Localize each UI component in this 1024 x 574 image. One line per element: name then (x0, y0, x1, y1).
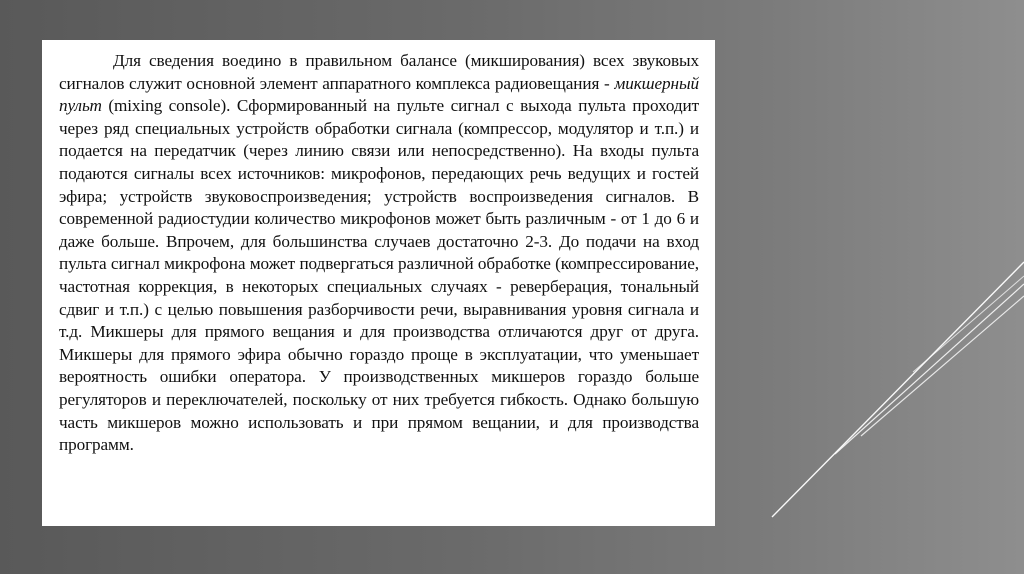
body-paragraph (59, 50, 699, 457)
text-panel (42, 40, 715, 526)
term-mixing-console: микшерный пульт (59, 73, 699, 116)
paragraph-text-end: (mixing console). Сформированный на пульте сигнал с выхода пульта проходит через ряд специальных устройств обработки сигнала (компрессор, модулятор и т.п.) и подается на передатчик (через линию связи или непосредственно). На входы пульта подаются сигналы всех источников: микрофонов, передающих речь ведущих и гостей эфира; устройств звуковоспроизведения; устройств воспроизведения сигналов. В современной радиостудии количество микрофонов может быть различным - от 1 до 6 и даже больше. Впрочем, для большинства случаев достаточно 2-3. До подачи на вход пульта сигнал микрофона может подвергаться различной обработке (компрессирование, частотная коррекция, в некоторых специальных случаях - реверберация, тональный сдвиг и т.п.) с целью повышения разборчивости речи, выравнивания уровня сигнала и т.д. Микшеры для прямого вещания и для производства отличаются друг от друга. Микшеры для прямого эфира обычно гораздо проще в эксплуатации, что уменьшает вероятность ошибки оператора. У производственных микшеров гораздо больше регуляторов и переключателей, поскольку от них требуется гибкость. Однако большую часть микшеров можно использовать и при прямом вещании, и для производства программ. (59, 96, 699, 455)
paragraph-text-start: Для сведения воедино в правильном балансе (микширования) всех звуковых сигналов служит основной элемент аппаратного комплекса радиовещания - (59, 51, 699, 93)
